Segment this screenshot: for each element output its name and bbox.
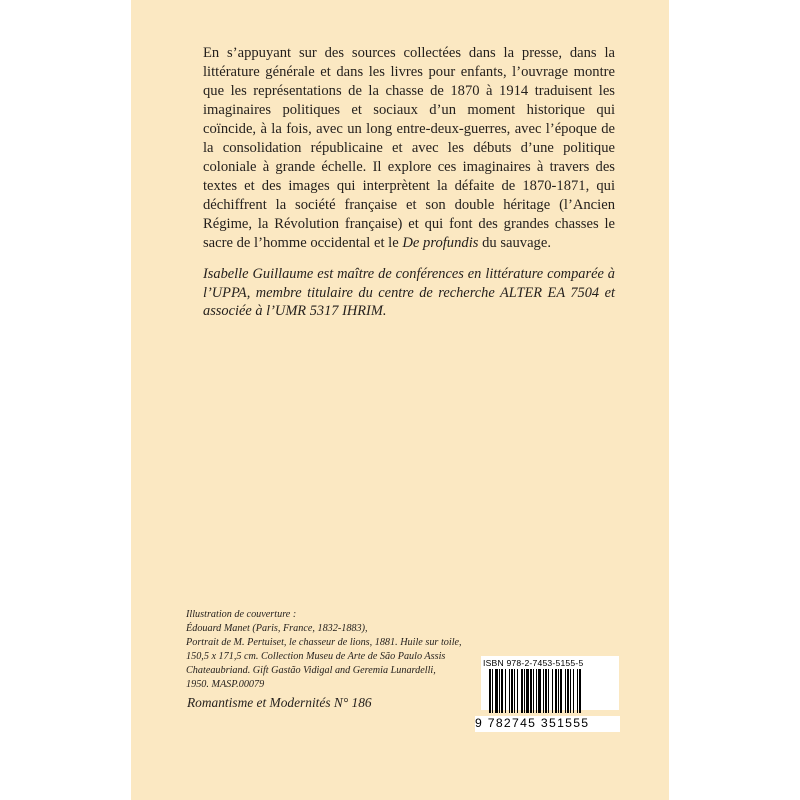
- collection-name: Romantisme et Modernités N° 186: [187, 695, 372, 710]
- credits-line: Illustration de couverture :: [186, 609, 297, 620]
- barcode-bar: [570, 669, 571, 713]
- barcode-bar: [565, 669, 566, 713]
- barcode-bar: [514, 669, 515, 713]
- back-cover: [131, 0, 669, 800]
- barcode-bar: [538, 669, 541, 713]
- barcode-bar: [567, 669, 569, 713]
- summary-text-part2: du sauvage.: [478, 235, 551, 251]
- barcode-bar: [536, 669, 537, 713]
- barcode-bar: [526, 669, 529, 713]
- barcode-bar: [521, 669, 523, 713]
- summary-text-part1: En s’appuyant sur des sources collectées dans la presse, dans la littérature générale et dans les livres pour enfants, l’ouvrage montre que les représentations de la chasse de 1870 à 1914 traduisent les imaginaires politiques et sociaux d’un moment historique qui coïncide, à la fois, avec un long entre-deux-guerres, avec l’époque de la consolidation républicaine et avec les débuts d’une politique coloniale à grande échelle. Il explore ces imaginaires à travers des textes et des images qui interprètent la défaite de 1870-1871, qui déchiffrent la société française et son double héritage (l’Ancien Régime, la Révolution française) et qui font des grandes chasses le sacre de l’homme occidental et le: [203, 45, 615, 251]
- summary-emphasis: De profundis: [402, 235, 479, 251]
- credits-line: 150,5 x 171,5 cm. Collection Museu de Arte de São Paulo Assis: [186, 651, 446, 662]
- barcode-bar: [501, 669, 503, 713]
- barcode-bar: [509, 669, 510, 713]
- barcode-bar: [558, 669, 559, 713]
- barcode-bar: [552, 669, 553, 713]
- barcode-bar: [489, 669, 491, 713]
- credits-line: Édouard Manet (Paris, France, 1832-1883),: [186, 623, 368, 634]
- barcode-bar: [530, 669, 532, 713]
- barcode-bar: [511, 669, 513, 713]
- barcode-bar: [579, 669, 581, 713]
- barcode-bar: [577, 669, 578, 713]
- barcode-bar: [543, 669, 544, 713]
- barcode-bar: [545, 669, 547, 713]
- barcode-bar: [492, 669, 493, 713]
- credits-line: 1950. MASP.00079: [186, 679, 265, 690]
- barcode-bar: [555, 669, 557, 713]
- isbn-barcode: [481, 656, 619, 710]
- barcode-bar: [548, 669, 549, 713]
- barcode-bar: [573, 669, 574, 713]
- credits-line: Chateaubriand. Gift Gastão Vidigal and Geremia Lunardelli,: [186, 665, 436, 676]
- barcode-bar: [517, 669, 518, 713]
- barcode-bar: [560, 669, 562, 713]
- barcode-digits: 9 782745 351555: [475, 716, 620, 732]
- barcode-bars: [489, 669, 613, 713]
- credits-line: Portrait de M. Pertuiset, le chasseur de lions, 1881. Huile sur toile,: [186, 637, 462, 648]
- isbn-label: ISBN 978-2-7453-5155-5: [483, 658, 584, 668]
- barcode-bar: [495, 669, 498, 713]
- barcode-bar: [505, 669, 506, 713]
- author-bio: Isabelle Guillaume est maître de conférences en littérature comparée à l’UPPA, membre titulaire du centre de recherche ALTER EA 7504 et associée à l’UMR 5317 IHRIM.: [203, 266, 615, 319]
- barcode-bar: [524, 669, 525, 713]
- book-summary: [203, 44, 615, 253]
- barcode-bar: [533, 669, 534, 713]
- barcode-bar: [499, 669, 500, 713]
